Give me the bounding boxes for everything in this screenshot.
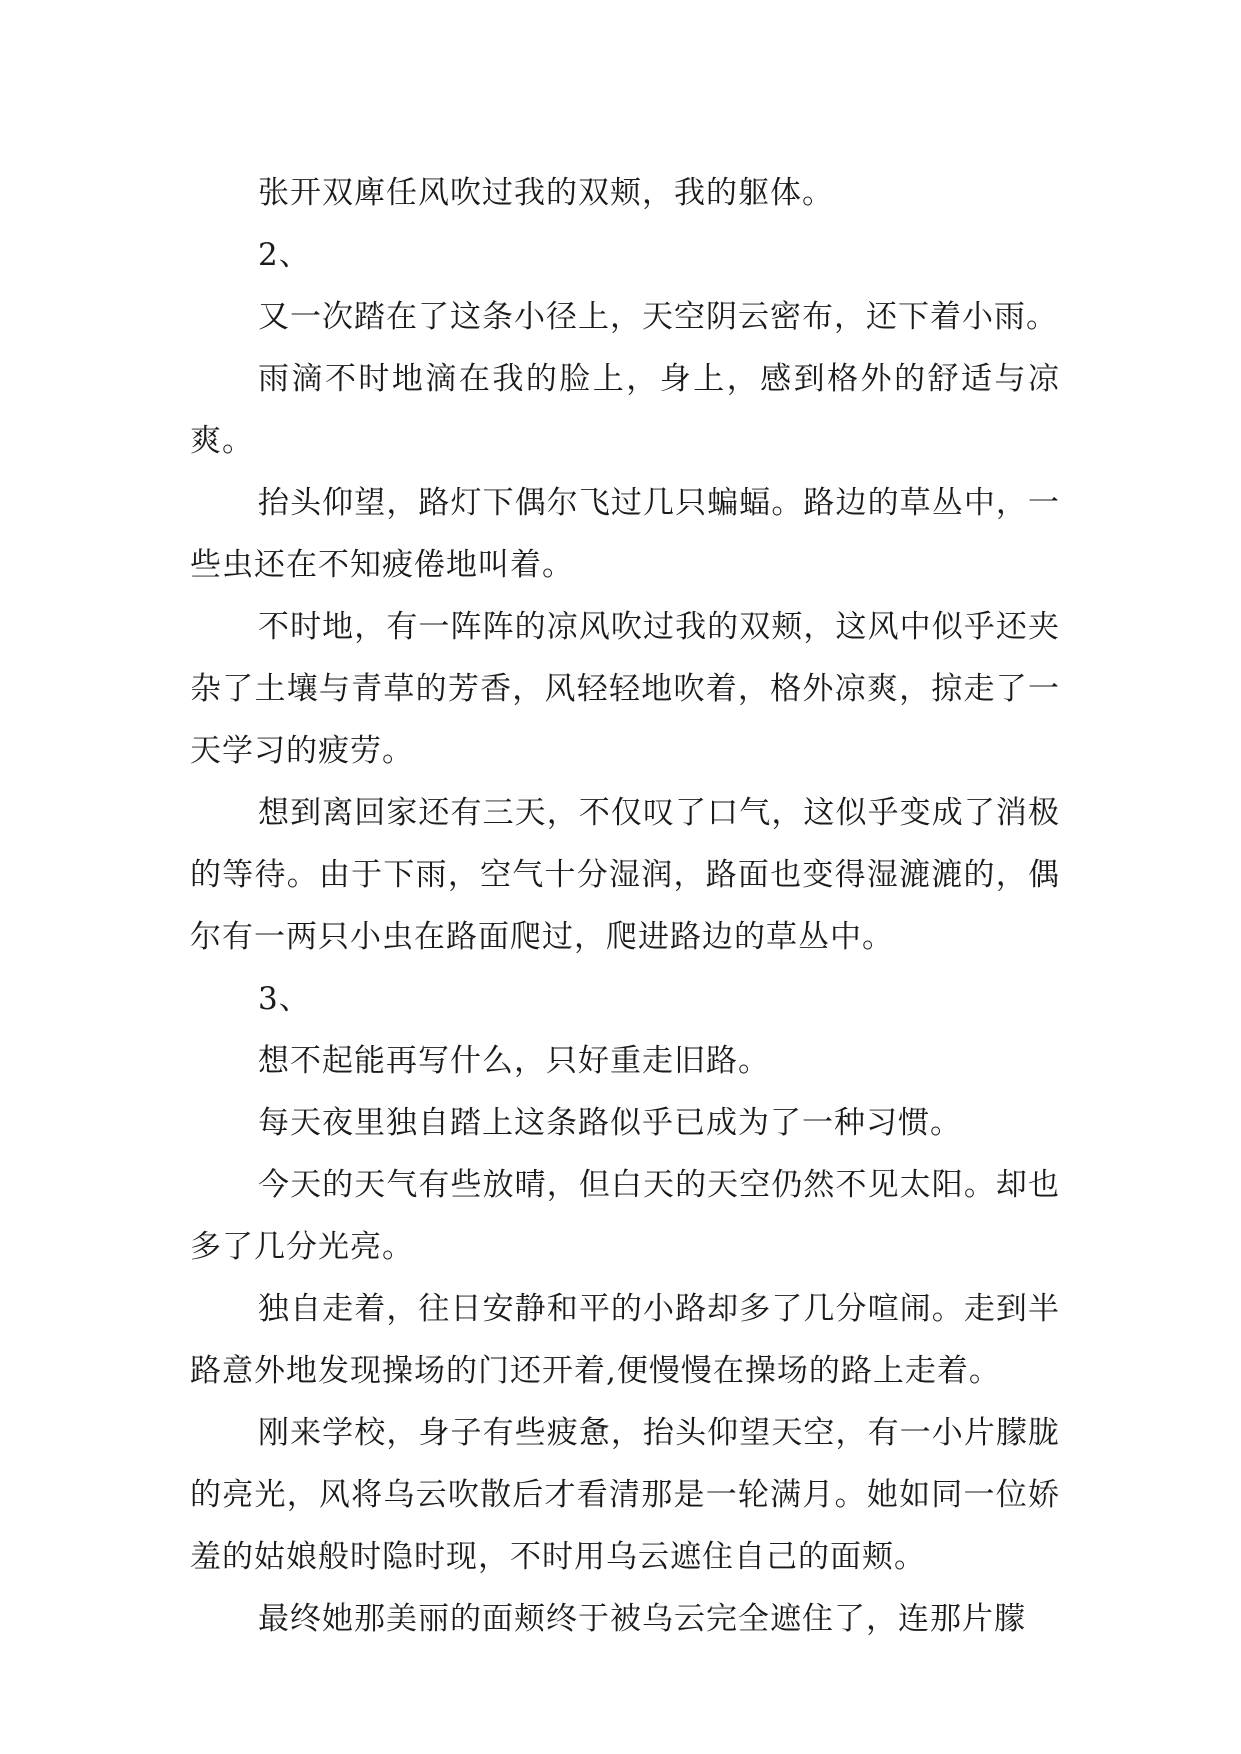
paragraph: 独自走着，往日安静和平的小路却多了几分喧闹。走到半路意外地发现操场的门还开着,便慢慢在操场的路上走着。 — [190, 1291, 1060, 1389]
section-number: 2、 — [258, 237, 311, 273]
paragraph: 张开双庳任风吹过我的双颊，我的躯体。 — [258, 175, 834, 211]
paragraph: 又一次踏在了这条小径上，天空阴云密布，还下着小雨。 — [258, 299, 1058, 335]
paragraph: 抬头仰望，路灯下偶尔飞过几只蝙蝠。路边的草丛中，一些虫还在不知疲倦地叫着。 — [190, 485, 1060, 583]
paragraph: 不时地，有一阵阵的凉风吹过我的双颊，这风中似乎还夹杂了土壤与青草的芳香，风轻轻地吹着，格外凉爽，掠走了一天学习的疲劳。 — [190, 609, 1060, 769]
paragraph: 今天的天气有些放晴，但白天的天空仍然不见太阳。却也多了几分光亮。 — [190, 1167, 1060, 1265]
paragraph: 雨滴不时地滴在我的脸上，身上，感到格外的舒适与凉爽。 — [190, 361, 1060, 459]
paragraph: 每天夜里独自踏上这条路似乎已成为了一种习惯。 — [258, 1105, 962, 1141]
section-number: 3、 — [258, 981, 311, 1017]
paragraph: 想到离回家还有三天，不仅叹了口气，这似乎变成了消极的等待。由于下雨，空气十分湿润，路面也变得湿漉漉的，偶尔有一两只小虫在路面爬过，爬进路边的草丛中。 — [190, 795, 1060, 955]
paragraph: 刚来学校，身子有些疲惫，抬头仰望天空，有一小片朦胧的亮光，风将乌云吹散后才看清那是一轮满月。她如同一位娇羞的姑娘般时隐时现，不时用乌云遮住自己的面颊。 — [190, 1415, 1060, 1575]
document-body — [190, 162, 1060, 1650]
paragraph: 想不起能再写什么，只好重走旧路。 — [258, 1043, 770, 1079]
paragraph: 最终她那美丽的面颊终于被乌云完全遮住了，连那片朦 — [258, 1601, 1026, 1637]
